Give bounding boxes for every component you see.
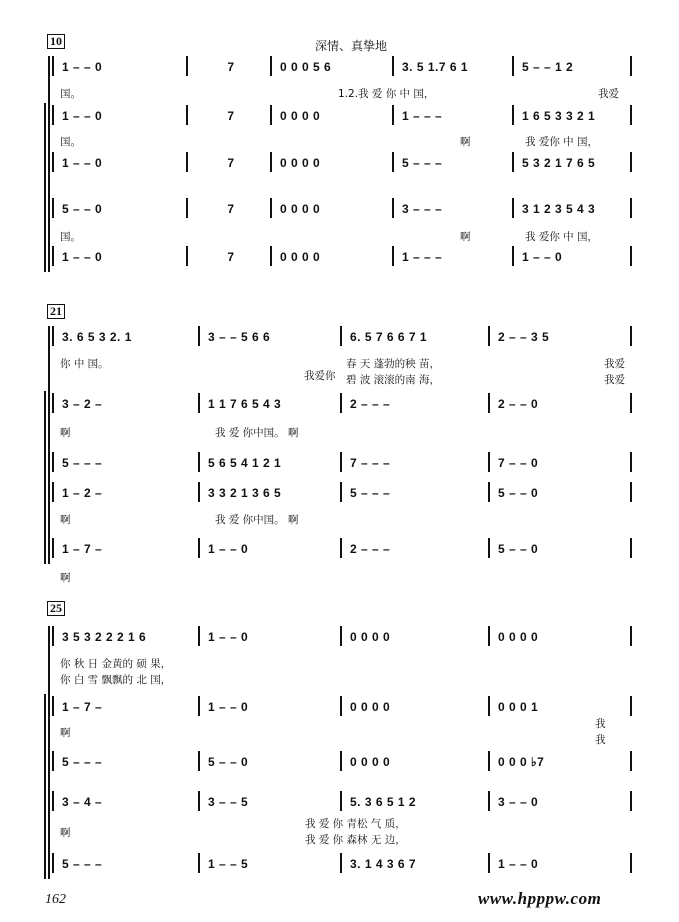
barline	[340, 538, 342, 558]
measure-notes: 7 – – –	[350, 456, 391, 470]
measure-notes: 5 – – 0	[62, 202, 103, 216]
barline	[630, 538, 632, 558]
barline	[198, 696, 200, 716]
barline	[270, 246, 272, 266]
lyric-line: 我	[595, 718, 606, 730]
barline	[392, 246, 394, 266]
barline	[186, 105, 188, 125]
lyric-line: 国。	[60, 88, 81, 100]
barline	[488, 696, 490, 716]
barline	[392, 198, 394, 218]
measure-notes: 7	[227, 202, 235, 216]
barline	[630, 751, 632, 771]
barline	[198, 482, 200, 502]
measure-notes: 0 0 0 1	[498, 700, 539, 714]
measure-notes: 7	[227, 60, 235, 74]
barline	[52, 326, 54, 346]
system-number: 10	[47, 34, 65, 49]
barline	[340, 482, 342, 502]
measure-notes: 5 – – 0	[498, 542, 539, 556]
barline	[52, 56, 54, 76]
lyric-line: 你 中 国。	[60, 358, 109, 370]
measure-notes: 0 0 0 5 6	[280, 60, 332, 74]
measure-notes: 2 – – 0	[498, 397, 539, 411]
barline	[198, 538, 200, 558]
lyric-line: 我 爱 你 青松 气 质，	[305, 818, 406, 830]
measure-notes: 5 – – 1 2	[522, 60, 574, 74]
lyric-line: 我爱	[604, 358, 625, 370]
barline	[198, 393, 200, 413]
barline	[270, 198, 272, 218]
measure-notes: 5 3 2 1 7 6 5	[522, 156, 596, 170]
measure-notes: 5 – – –	[62, 755, 103, 769]
lyric-line: 1.2.我 爱 你 中 国，	[338, 88, 435, 100]
measure-notes: 3. 1 4 3 6 7	[350, 857, 417, 871]
measure-notes: 3 5 3 2 2 2 1 6	[62, 630, 147, 644]
lyric-line: 啊	[60, 727, 71, 739]
measure-notes: 1 – – 0	[62, 109, 103, 123]
barline	[512, 56, 514, 76]
barline	[630, 791, 632, 811]
measure-notes: 0 0 0 0	[350, 630, 391, 644]
system-bracket	[48, 626, 50, 879]
measure-notes: 7 – – 0	[498, 456, 539, 470]
measure-notes: 2 – – –	[350, 397, 391, 411]
barline	[52, 853, 54, 873]
barline	[630, 853, 632, 873]
page-number: 162	[45, 892, 66, 907]
tempo-marking: 深情、真挚地	[315, 39, 388, 53]
measure-notes: 7	[227, 250, 235, 264]
measure-notes: 5 – – –	[350, 486, 391, 500]
measure-notes: 2 – – –	[350, 542, 391, 556]
measure-notes: 1 – – 0	[208, 542, 249, 556]
barline	[186, 152, 188, 172]
barline	[52, 538, 54, 558]
barline	[488, 452, 490, 472]
measure-notes: 0 0 0 0	[280, 109, 321, 123]
barline	[340, 696, 342, 716]
barline	[52, 246, 54, 266]
measure-notes: 2 – – 3 5	[498, 330, 550, 344]
lyric-line: 国。	[60, 231, 81, 243]
system-number: 25	[47, 601, 65, 616]
barline	[340, 452, 342, 472]
measure-notes: 5 – – –	[402, 156, 443, 170]
barline	[488, 393, 490, 413]
measure-notes: 7	[227, 109, 235, 123]
lyric-line: 碧 波 滚滚的南 海，	[346, 374, 441, 386]
lyric-line: 啊	[460, 231, 471, 243]
barline	[392, 105, 394, 125]
barline	[52, 198, 54, 218]
measure-notes: 0 0 0 0	[498, 630, 539, 644]
lyric-line: 国。	[60, 136, 81, 148]
lyric-line: 我 爱 你 森林 无 边，	[305, 834, 406, 846]
measure-notes: 0 0 0 0	[280, 156, 321, 170]
measure-notes: 0 0 0 0	[350, 755, 391, 769]
lyric-line: 我爱你	[304, 370, 336, 382]
barline	[630, 452, 632, 472]
barline	[198, 853, 200, 873]
barline	[630, 152, 632, 172]
barline	[488, 853, 490, 873]
lyric-line: 我 爱你 中 国，	[525, 136, 599, 148]
measure-notes: 1 – – 0	[62, 250, 103, 264]
measure-notes: 5 – – –	[62, 857, 103, 871]
barline	[630, 198, 632, 218]
lyric-line: 啊	[60, 427, 71, 439]
barline	[630, 696, 632, 716]
barline	[198, 791, 200, 811]
barline	[512, 198, 514, 218]
measure-notes: 1 – 7 –	[62, 700, 103, 714]
barline	[186, 198, 188, 218]
measure-notes: 3 – 4 –	[62, 795, 103, 809]
barline	[52, 105, 54, 125]
measure-notes: 3 – – –	[402, 202, 443, 216]
measure-notes: 1 – – 0	[62, 156, 103, 170]
measure-notes: 1 – – 0	[62, 60, 103, 74]
measure-notes: 5 6 5 4 1 2 1	[208, 456, 282, 470]
barline	[52, 751, 54, 771]
lyric-line: 啊	[60, 514, 71, 526]
choir-bracket	[44, 103, 46, 272]
measure-notes: 1 – – 0	[498, 857, 539, 871]
measure-notes: 6. 5 7 6 6 7 1	[350, 330, 428, 344]
barline	[186, 246, 188, 266]
barline	[488, 791, 490, 811]
barline	[630, 246, 632, 266]
lyric-line: 啊	[460, 136, 471, 148]
barline	[488, 626, 490, 646]
barline	[52, 791, 54, 811]
measure-notes: 1 – – –	[402, 109, 443, 123]
barline	[340, 393, 342, 413]
lyric-line: 我 爱你 中 国，	[525, 231, 599, 243]
barline	[630, 326, 632, 346]
measure-notes: 3 – – 5	[208, 795, 249, 809]
website-watermark: www.hpppw.com	[478, 889, 602, 908]
barline	[392, 56, 394, 76]
barline	[512, 152, 514, 172]
measure-notes: 5 – – –	[62, 456, 103, 470]
measure-notes: 0 0 0 0	[280, 250, 321, 264]
choir-bracket	[44, 391, 46, 564]
barline	[198, 326, 200, 346]
measure-notes: 3 – – 5 6 6	[208, 330, 271, 344]
measure-notes: 3. 5 1.7 6 1	[402, 60, 469, 74]
measure-notes: 1 6 5 3 3 2 1	[522, 109, 596, 123]
lyric-line: 我	[595, 734, 606, 746]
measure-notes: 0 0 0 0	[280, 202, 321, 216]
barline	[52, 482, 54, 502]
measure-notes: 3 – – 0	[498, 795, 539, 809]
barline	[186, 56, 188, 76]
barline	[340, 751, 342, 771]
lyric-line: 你 秋 日 金黄的 硕 果，	[60, 658, 172, 670]
system-bracket	[48, 326, 50, 564]
barline	[512, 246, 514, 266]
measure-notes: 3. 6 5 3 2. 1	[62, 330, 132, 344]
barline	[52, 393, 54, 413]
barline	[270, 105, 272, 125]
measure-notes: 1 – – 0	[208, 630, 249, 644]
barline	[340, 626, 342, 646]
measure-notes: 1 1 7 6 5 4 3	[208, 397, 282, 411]
barline	[512, 105, 514, 125]
measure-notes: 3 – 2 –	[62, 397, 103, 411]
lyric-line: 我爱	[604, 374, 625, 386]
measure-notes: 0 0 0 0	[350, 700, 391, 714]
barline	[488, 482, 490, 502]
barline	[488, 538, 490, 558]
barline	[270, 152, 272, 172]
measure-notes: 3 3 2 1 3 6 5	[208, 486, 282, 500]
measure-notes: 0 0 0 ♭7	[498, 755, 545, 769]
lyric-line: 啊	[60, 572, 71, 584]
choir-bracket	[44, 694, 46, 879]
measure-notes: 7	[227, 156, 235, 170]
barline	[198, 751, 200, 771]
lyric-line: 春 天 蓬勃的秧 苗，	[346, 358, 441, 370]
barline	[52, 626, 54, 646]
measure-notes: 5. 3 6 5 1 2	[350, 795, 417, 809]
lyric-line: 我爱	[598, 88, 619, 100]
measure-notes: 1 – – 5	[208, 857, 249, 871]
barline	[198, 452, 200, 472]
barline	[198, 626, 200, 646]
barline	[52, 696, 54, 716]
system-bracket	[48, 56, 50, 272]
barline	[630, 105, 632, 125]
barline	[392, 152, 394, 172]
barline	[340, 326, 342, 346]
measure-notes: 1 – – –	[402, 250, 443, 264]
measure-notes: 5 – – 0	[208, 755, 249, 769]
lyric-line: 啊	[60, 827, 71, 839]
barline	[52, 152, 54, 172]
measure-notes: 3 1 2 3 5 4 3	[522, 202, 596, 216]
barline	[630, 56, 632, 76]
lyric-line: 我 爱 你中国。 啊	[215, 427, 299, 439]
measure-notes: 1 – 7 –	[62, 542, 103, 556]
barline	[630, 393, 632, 413]
measure-notes: 5 – – 0	[498, 486, 539, 500]
barline	[340, 791, 342, 811]
lyric-line: 我 爱 你中国。 啊	[215, 514, 299, 526]
measure-notes: 1 – – 0	[522, 250, 563, 264]
barline	[630, 482, 632, 502]
barline	[630, 626, 632, 646]
barline	[488, 326, 490, 346]
lyric-line: 你 白 雪 飘飘的 北 国，	[60, 674, 172, 686]
barline	[340, 853, 342, 873]
barline	[52, 452, 54, 472]
system-number: 21	[47, 304, 65, 319]
measure-notes: 1 – 2 –	[62, 486, 103, 500]
measure-notes: 1 – – 0	[208, 700, 249, 714]
barline	[488, 751, 490, 771]
barline	[270, 56, 272, 76]
